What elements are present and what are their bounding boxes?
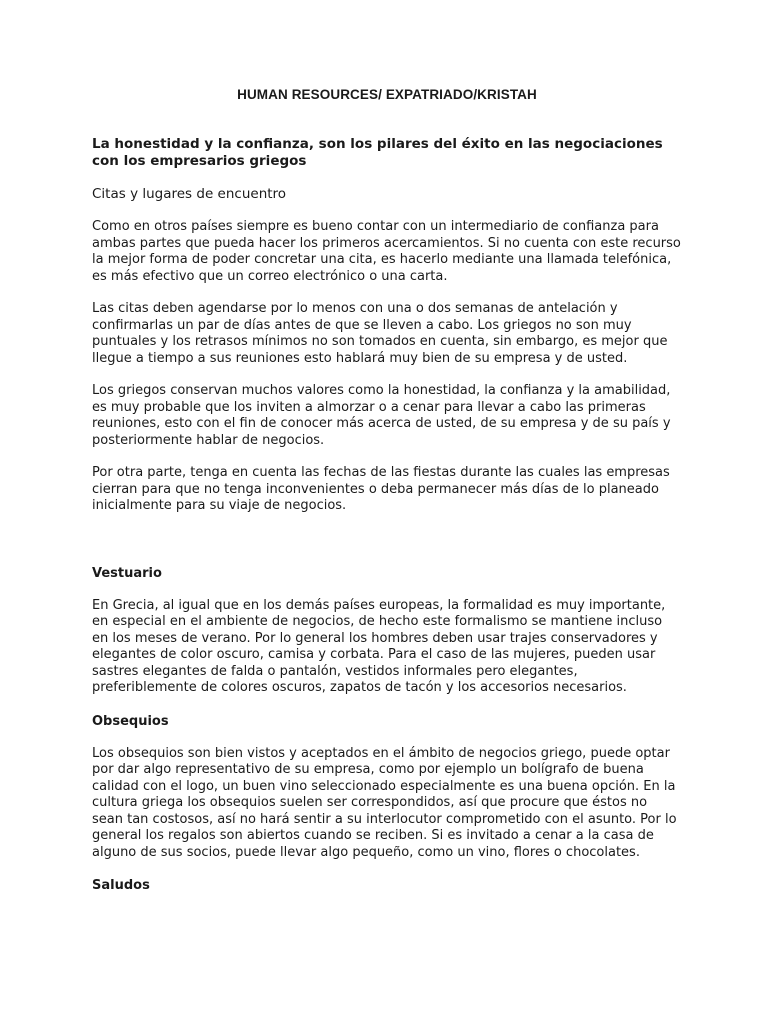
- section-heading-citas: Citas y lugares de encuentro: [92, 186, 287, 202]
- paragraph: Los griegos conservan muchos valores como la honestidad, la confianza y la amabilidad, es muy probable que los inviten a almorzar o a cenar para llevar a cabo las primeras reuniones, esto con el fin de conocer más acerca de usted, de su empresa y de su país y posteriormente hablar de negocios.: [92, 383, 671, 448]
- paragraph: Por otra parte, tenga en cuenta las fechas de las fiestas durante las cuales las empresas cierran para que no tenga inconvenientes o deba permanecer más días de lo planeado inicialmente para su viaje de negocios.: [92, 465, 670, 513]
- section-heading-obsequios: Obsequios: [92, 713, 169, 729]
- intro-heading: La honestidad y la confianza, son los pilares del éxito en las negociaciones con los empresarios griegos: [92, 136, 663, 169]
- document-page: [92, 86, 682, 910]
- section-heading-vestuario: Vestuario: [92, 565, 162, 581]
- paragraph: En Grecia, al igual que en los demás países europeas, la formalidad es muy importante, en especial en el ambiente de negocios, de hecho este formalismo se mantiene incluso en los meses de verano. Por lo general los hombres deben usar trajes conservadores y elegantes de color oscuro, camisa y corbata. Para el caso de las mujeres, pueden usar sastres elegantes de falda o pantalón, vestidos informales pero elegantes, preferiblemente de colores oscuros, zapatos de tacón y los accesorios necesarios.: [92, 597, 666, 695]
- paragraph: Los obsequios son bien vistos y aceptados en el ámbito de negocios griego, puede optar por dar algo representativo de su empresa, como por ejemplo un bolígrafo de buena calidad con el logo, un buen vino seleccionado especialmente es una buena opción. En la cultura griega los obsequios suelen ser correspondidos, así que procure que éstos no sean tan costosos, así no hará sentir a su interlocutor comprometido con el asunto. Por lo general los regalos son abiertos cuando se reciben. Si es invitado a cenar a la casa de alguno de sus socios, puede llevar algo pequeño, como un vino, flores o chocolates.: [92, 745, 677, 860]
- document-title: HUMAN RESOURCES/ EXPATRIADO/KRISTAH: [237, 87, 537, 102]
- paragraph: Como en otros países siempre es bueno contar con un intermediario de confianza para ambas partes que pueda hacer los primeros acercamientos. Si no cuenta con este recurso la mejor forma de poder concretar una cita, es hacerlo mediante una llamada telefónica, es más efectivo que un correo electrónico o una carta.: [92, 219, 681, 284]
- paragraph: Las citas deben agendarse por lo menos con una o dos semanas de antelación y confirmarlas un par de días antes de que se lleven a cabo. Los griegos no son muy puntuales y los retrasos mínimos no son tomados en cuenta, sin embargo, es mejor que llegue a tiempo a sus reuniones esto hablará muy bien de su empresa y de usted.: [92, 301, 668, 366]
- blank-space: [92, 531, 682, 565]
- section-heading-saludos: Saludos: [92, 878, 150, 893]
